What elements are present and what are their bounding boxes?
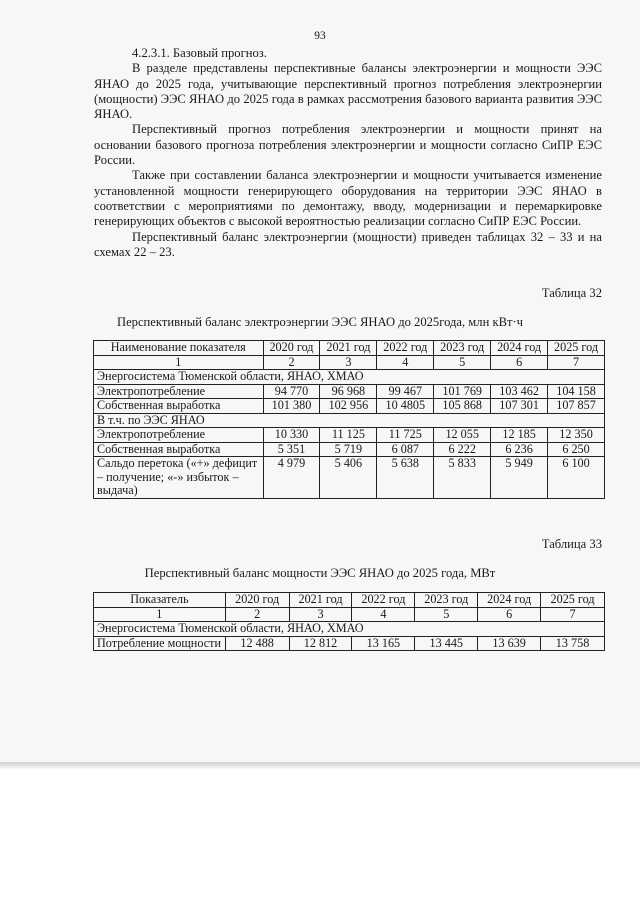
section-title: Энергосистема Тюменской области, ЯНАО, ХМАО xyxy=(94,622,605,637)
table33-header-year: 2025 год xyxy=(541,593,605,608)
table-cell: 5 833 xyxy=(434,457,491,499)
table-cell: 7 xyxy=(541,607,605,622)
table33-section-row xyxy=(94,622,605,637)
table33-title: Перспективный баланс мощности ЭЭС ЯНАО до 2025 года, МВт xyxy=(144,566,496,580)
table-cell: 10 4805 xyxy=(377,399,434,414)
table-cell: 96 968 xyxy=(320,384,377,399)
paragraph-2: Перспективный прогноз потребления электроэнергии и мощности принят на основании базового прогноза потребления электроэнергии и мощности согласно СиПР ЕЭС России. xyxy=(94,122,602,168)
table-cell: 11 125 xyxy=(320,428,377,443)
table-cell: 13 165 xyxy=(352,636,415,651)
table-cell: 12 812 xyxy=(289,636,352,651)
table-cell: 107 857 xyxy=(548,399,605,414)
table-cell: 1 xyxy=(94,355,264,370)
table-cell: 5 351 xyxy=(263,442,320,457)
table-cell: 6 250 xyxy=(548,442,605,457)
table-row xyxy=(94,384,605,399)
table-cell: 94 770 xyxy=(263,384,320,399)
table-cell: 2 xyxy=(225,607,289,622)
table-cell: 6 222 xyxy=(434,442,491,457)
table-cell: 5 949 xyxy=(491,457,548,499)
table33-header-year: 2021 год xyxy=(289,593,352,608)
table33-header-year: 2020 год xyxy=(225,593,289,608)
table-cell: 5 xyxy=(415,607,478,622)
paragraph-3: Также при составлении баланса электроэнергии и мощности учитывается изменение установленной мощности генерирующего оборудования на территории ЭЭС ЯНАО в соответствии с мероприятиями по демонтажу, вводу, модернизации и перемаркировке генерирующих объектов с высокой вероятностью реализации согласно СиПР ЕЭС России. xyxy=(94,168,602,229)
table-cell: 4 xyxy=(377,355,434,370)
table-cell: 1 xyxy=(94,607,226,622)
table-cell: 5 406 xyxy=(320,457,377,499)
table32-header-year: 2024 год xyxy=(491,341,548,356)
table-cell: 5 638 xyxy=(377,457,434,499)
table32-label: Таблица 32 xyxy=(541,286,602,300)
table33-header-year: 2024 год xyxy=(478,593,541,608)
table-cell: 6 087 xyxy=(377,442,434,457)
table-row xyxy=(94,399,605,414)
table33-header-year: 2023 год xyxy=(415,593,478,608)
table-cell: 12 055 xyxy=(434,428,491,443)
table-cell: 4 979 xyxy=(263,457,320,499)
table32-header-year: 2025 год xyxy=(548,341,605,356)
table-cell: 7 xyxy=(548,355,605,370)
row-label: Потребление мощности xyxy=(94,636,226,651)
table32-section-row xyxy=(94,413,605,428)
table-cell: 12 350 xyxy=(548,428,605,443)
table-cell: 13 639 xyxy=(478,636,541,651)
table-cell: 104 158 xyxy=(548,384,605,399)
row-label: Сальдо перетока («+» дефицит – получение; «-» избыток – выдача) xyxy=(94,457,264,499)
table33 xyxy=(93,592,605,651)
section-heading: 4.2.3.1. Базовый прогноз. xyxy=(132,46,267,60)
row-label: Электропотребление xyxy=(94,428,264,443)
paragraph-4: Перспективный баланс электроэнергии (мощности) приведен таблицах 32 – 33 и на схемах 22 – 23. xyxy=(94,229,602,259)
table33-header-row xyxy=(94,593,605,608)
section-title: Энергосистема Тюменской области, ЯНАО, ХМАО xyxy=(94,370,605,385)
table-cell: 5 xyxy=(434,355,491,370)
table-cell: 4 xyxy=(352,607,415,622)
table-row xyxy=(94,428,605,443)
table33-header-year: 2022 год xyxy=(352,593,415,608)
table-cell: 3 xyxy=(289,607,352,622)
page-edge-shadow xyxy=(0,762,640,770)
table-cell: 6 236 xyxy=(491,442,548,457)
table-cell: 13 758 xyxy=(541,636,605,651)
table-cell: 3 xyxy=(320,355,377,370)
table32 xyxy=(93,340,605,499)
table32-header-year: 2023 год xyxy=(434,341,491,356)
table-cell: 101 380 xyxy=(263,399,320,414)
table-cell: 101 769 xyxy=(434,384,491,399)
table33-header-name: Показатель xyxy=(94,593,226,608)
row-label: Собственная выработка xyxy=(94,442,264,457)
paragraph-1: В разделе представлены перспективные балансы электроэнергии и мощности ЭЭС ЯНАО до 2025 года, учитывающие перспективный прогноз потребления электроэнергии (мощности) ЭЭС ЯНАО до 2025 года в рамках рассмотрения базового варианта развития ЭЭС ЯНАО. xyxy=(94,61,602,122)
table-cell: 99 467 xyxy=(377,384,434,399)
table-cell: 102 956 xyxy=(320,399,377,414)
table-cell: 105 868 xyxy=(434,399,491,414)
table-cell: 2 xyxy=(263,355,320,370)
table-cell: 6 100 xyxy=(548,457,605,499)
row-label: Собственная выработка xyxy=(94,399,264,414)
table32-header-year: 2020 год xyxy=(263,341,320,356)
table-cell: 11 725 xyxy=(377,428,434,443)
table-cell: 6 xyxy=(491,355,548,370)
section-title: В т.ч. по ЭЭС ЯНАО xyxy=(94,413,605,428)
table32-header-row xyxy=(94,341,605,356)
body-text xyxy=(94,46,602,260)
table33-label: Таблица 33 xyxy=(541,537,602,551)
table32-header-year: 2021 год xyxy=(320,341,377,356)
table-cell: 103 462 xyxy=(491,384,548,399)
table32-header-name: Наименование показателя xyxy=(94,341,264,356)
table32-section-row xyxy=(94,370,605,385)
table-cell: 13 445 xyxy=(415,636,478,651)
table32-header-year: 2022 год xyxy=(377,341,434,356)
table32-index-row xyxy=(94,355,605,370)
table-cell: 5 719 xyxy=(320,442,377,457)
table32-title: Перспективный баланс электроэнергии ЭЭС ЯНАО до 2025года, млн кВт·ч xyxy=(116,315,524,329)
table-cell: 107 301 xyxy=(491,399,548,414)
page-number: 93 xyxy=(314,30,326,42)
table-row xyxy=(94,457,605,499)
table-cell: 10 330 xyxy=(263,428,320,443)
table-row xyxy=(94,636,605,651)
table33-index-row xyxy=(94,607,605,622)
row-label: Электропотребление xyxy=(94,384,264,399)
table-cell: 6 xyxy=(478,607,541,622)
table-row xyxy=(94,442,605,457)
table-cell: 12 185 xyxy=(491,428,548,443)
table-cell: 12 488 xyxy=(225,636,289,651)
